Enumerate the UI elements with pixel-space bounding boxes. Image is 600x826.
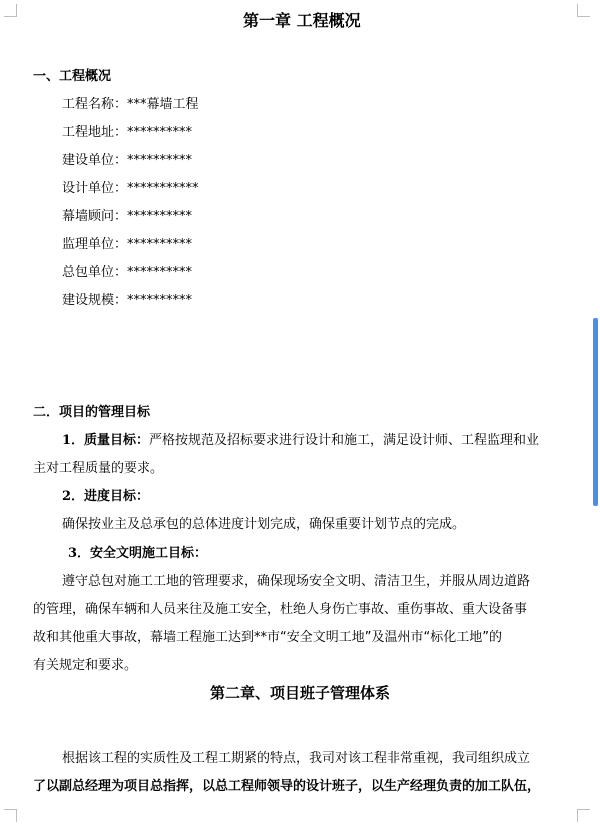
vertical-scrollbar-thumb[interactable] (593, 318, 598, 506)
quality-target-label: 1．质量目标： (62, 433, 150, 448)
general-contractor-field: 总包单位：********** (62, 265, 193, 280)
chapter-1-title: 第一章 工程概况 (243, 11, 361, 30)
page-corner-mark (4, 809, 17, 822)
chapter-2-paragraph-line: 了以副总经理为项目总指挥，以总工程师领导的设计班子，以生产经理负责的加工队伍， (33, 779, 541, 794)
chapter-2-title: 第二章、项目班子管理体系 (210, 684, 391, 702)
page-corner-mark (4, 4, 17, 17)
quality-target-line (62, 432, 539, 450)
supervision-unit-field: 监理单位：********** (62, 237, 193, 252)
section-2-heading: 二．项目的管理目标 (33, 405, 151, 420)
progress-target-text: 确保按业主及总承包的总体进度计划完成，确保重要计划节点的完成。 (62, 517, 466, 532)
design-unit-field: 设计单位：*********** (62, 181, 199, 196)
safety-paragraph-line: 有关规定和要求。 (33, 658, 138, 673)
safety-paragraph-line: 故和其他重大事故，幕墙工程施工达到**市“安全文明工地”及温州市“标化工地”的 (33, 630, 502, 645)
page-corner-mark (577, 809, 590, 822)
quality-target-continuation: 主对工程质量的要求。 (33, 461, 164, 476)
safety-paragraph-line: 遵守总包对施工工地的管理要求，确保现场安全文明、清洁卫生，并服从周边道路 (62, 574, 531, 589)
progress-target-label: 2．进度目标： (62, 489, 150, 504)
safety-paragraph-line: 的管理，确保车辆和人员来往及施工安全，杜绝人身伤亡事故、重伤事故、重大设备事 (33, 602, 528, 617)
project-name-field: 工程名称：***幕墙工程 (62, 97, 199, 112)
project-address-field: 工程地址：********** (62, 125, 193, 140)
construction-scale-field: 建设规模：********** (62, 293, 193, 308)
chapter-2-paragraph-line: 根据该工程的实质性及工程工期紧的特点，我司对该工程非常重视，我司组织成立 (62, 751, 531, 766)
safety-target-label: 3．安全文明施工目标： (68, 546, 208, 561)
owner-unit-field: 建设单位：********** (62, 153, 193, 168)
curtain-wall-consultant-field: 幕墙顾问：********** (62, 209, 193, 224)
section-1-heading: 一、工程概况 (33, 69, 112, 84)
quality-target-text: 严格按规范及招标要求进行设计和施工，满足设计师、工程监理和业 (149, 433, 540, 448)
page-corner-mark (577, 4, 590, 17)
